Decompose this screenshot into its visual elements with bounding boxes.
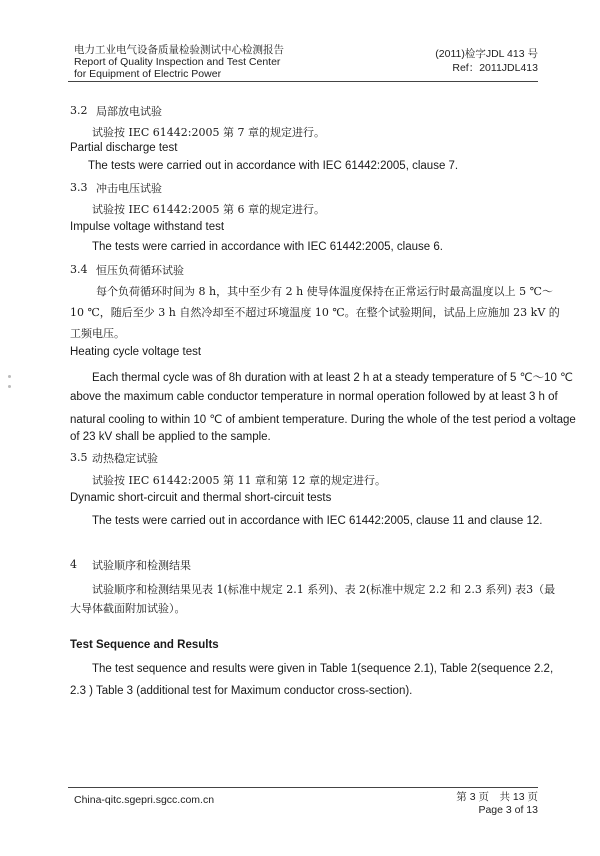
header-ref: Ref：2011JDL413 <box>452 62 538 74</box>
section-3-4-title-en: Heating cycle voltage test <box>70 346 202 358</box>
section-3-4-body-en-4: of 23 kV shall be applied to the sample. <box>70 431 271 443</box>
section-3-3-number: 3.3 <box>70 181 88 194</box>
section-3-4-title-zh: 恒压负荷循环试验 <box>96 264 184 277</box>
header-divider <box>68 81 538 82</box>
header-title-zh: 电力工业电气设备质量检验测试中心检测报告 <box>74 44 284 56</box>
section-3-2-title-zh: 局部放电试验 <box>96 105 162 118</box>
footer-page-en: Page 3 of 13 <box>478 804 538 816</box>
section-3-5-title-zh: 动热稳定试验 <box>92 452 158 465</box>
header-title-en-2: for Equipment of Electric Power <box>74 68 222 80</box>
section-4-body-zh-1: 试验顺序和检测结果见表 1(标准中规定 2.1 系列)、表 2(标准中规定 2.2 和 2.3 系列) 表3（最 <box>92 583 556 596</box>
section-3-2-number: 3.2 <box>70 104 88 117</box>
section-4-body-en-2: 2.3 ) Table 3 (additional test for Maximum conductor cross-section). <box>70 685 413 697</box>
section-3-4-body-zh-2: 10 ℃，随后至少 3 h 自然冷却至不超过环境温度 10 ℃。在整个试验期间，试品上应施加 23 kV 的 <box>70 306 560 319</box>
section-3-4-body-zh-3: 工频电压。 <box>70 327 125 340</box>
section-3-4-body-en-3: natural cooling to within 10 ℃ of ambient temperature. During the whole of the test period a voltage <box>70 414 576 426</box>
section-4-body-zh-2: 大导体截面附加试验）。 <box>70 602 186 615</box>
section-3-3-body-en: The tests were carried in accordance with IEC 61442:2005, clause 6. <box>92 241 443 253</box>
header-report-number: (2011)检字JDL 413 号 <box>435 48 538 60</box>
footer-divider <box>68 787 538 788</box>
section-3-5-body-en: The tests were carried out in accordance with IEC 61442:2005, clause 11 and clause 12. <box>92 515 543 527</box>
section-3-4-body-zh-1: 每个负荷循环时间为 8 h，其中至少有 2 h 使导体温度保持在正常运行时最高温度以上 5 ℃～ <box>96 285 553 298</box>
section-3-5-body-zh: 试验按 IEC 61442:2005 第 11 章和第 12 章的规定进行。 <box>92 474 386 487</box>
section-3-4-body-en-1: Each thermal cycle was of 8h duration with at least 2 h at a steady temperature of 5 ℃～10 ℃ <box>92 372 573 384</box>
footer-page-zh: 第 3 页 共 13 页 <box>456 791 538 803</box>
section-3-2-title-en: Partial discharge test <box>70 142 178 154</box>
section-3-4-number: 3.4 <box>70 263 88 276</box>
footer-website: China-qitc.sgepri.sgcc.com.cn <box>74 794 215 806</box>
section-4-number: 4 <box>70 558 77 571</box>
section-4-body-en-1: The test sequence and results were given in Table 1(sequence 2.1), Table 2(sequence 2.2, <box>92 663 554 675</box>
section-4-title-zh: 试验顺序和检测结果 <box>92 559 191 572</box>
scan-mark <box>8 375 11 378</box>
header-title-en-1: Report of Quality Inspection and Test Center <box>74 56 281 68</box>
section-3-2-body-en: The tests were carried out in accordance with IEC 61442:2005, clause 7. <box>88 160 459 172</box>
section-3-5-number: 3.5 <box>70 451 88 464</box>
section-3-2-body-zh: 试验按 IEC 61442:2005 第 7 章的规定进行。 <box>92 126 325 139</box>
section-3-3-body-zh: 试验按 IEC 61442:2005 第 6 章的规定进行。 <box>92 203 325 216</box>
section-3-5-title-en: Dynamic short-circuit and thermal short-circuit tests <box>70 492 332 504</box>
scan-mark <box>8 385 11 388</box>
section-3-4-body-en-2: above the maximum cable conductor temperature in normal operation followed by at least 3 h of <box>70 391 558 403</box>
section-4-title-en: Test Sequence and Results <box>70 639 219 651</box>
section-3-3-title-en: Impulse voltage withstand test <box>70 221 225 233</box>
section-3-3-title-zh: 冲击电压试验 <box>96 182 162 195</box>
